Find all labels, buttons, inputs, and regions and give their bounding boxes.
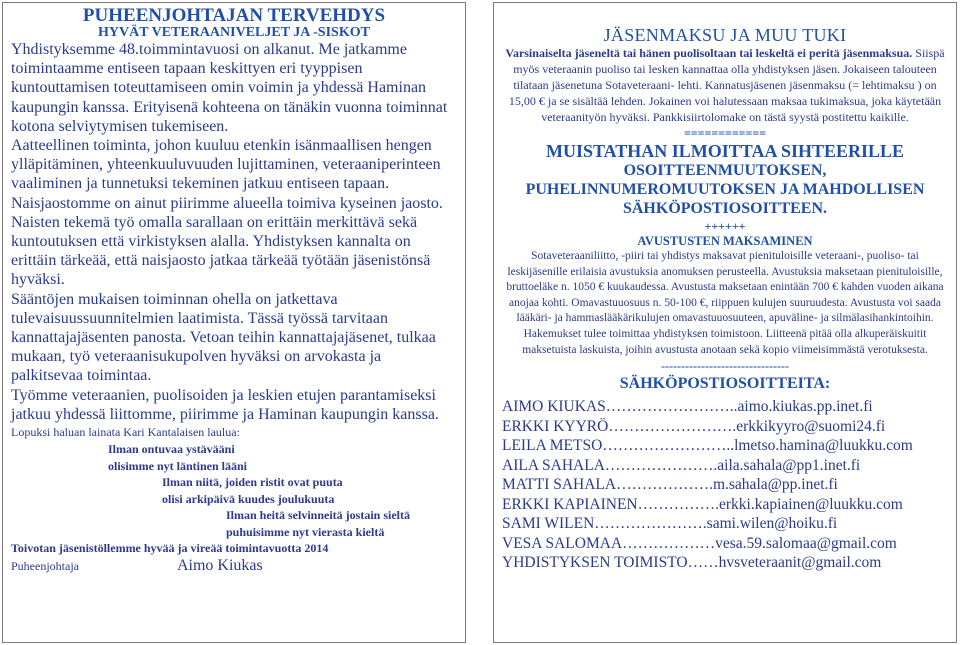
email-dots: ……………. [637, 495, 719, 513]
email-row [502, 475, 948, 495]
email-address: sami.wilen@hoiku.fi [706, 515, 838, 533]
reminder-heading: MUISTATHAN ILMOITTAA SIHTEERILLE [545, 141, 905, 161]
divider: ++++++ [704, 219, 746, 233]
email-row [502, 436, 948, 456]
poem-line: puhuisimme nyt vierasta kieltä [226, 524, 385, 539]
poem [11, 441, 457, 540]
email-name: LEILA METSO [502, 437, 603, 455]
grants-text: Sotaveteraaniliitto, -piiri tai yhdistys maksavat pienituloisille veteraani-, puoliso- tai leskijäsenille erilaisia avustuksia anomuksen perusteella. Avustuksia maksetaan pienituloisille, bruttoeläke n. 1050 € kuukaudessa. Avustusta maksetaan enintään 700 € kahden vuoden aikana anojaa kohti. Omavastuuosuus n. 50-100 €, riippuen kulujen suuruudesta. Avustusta voi saada lääkäri- ja hammaslääkärikulujen omavastuuosuuteen, apuväline- ja silmälasihankintoihin. Hakemukset tulee toimittaa yhdistyksen toimistoon. Liitteenä pitää olla alkuperäiskuitit maksetuista laskuista, joihin avustusta anotaan sekä kopio viimeisimmästä verotuksesta. [506, 250, 944, 356]
membership-title: JÄSENMAKSU JA MUU TUKI [603, 25, 847, 45]
poem-line: Ilman ontuvaa ystävääni [108, 442, 235, 457]
left-column [2, 2, 466, 643]
closing-wish: Toivotan jäsenistöllemme hyvää ja vireää toimintavuotta 2014 [11, 541, 329, 556]
grants-title: AVUSTUSTEN MAKSAMINEN [637, 234, 813, 248]
email-dots: …………………….. [602, 437, 735, 455]
right-column [493, 2, 957, 643]
membership-bold: Varsinaiselta jäseneltä tai hänen puolisoltaan tai leskeltä ei peritä jäsenmaksua. [505, 46, 913, 60]
email-address: lmetso.hamina@luukku.com [734, 437, 913, 455]
reminder-details: OSOITTEENMUUTOKSEN, PUHELINNUMEROMUUTOKSEN JA MAHDOLLISEN SÄHKÖPOSTIOSOITTEEN. [525, 162, 925, 217]
poem-line: olisimme nyt läntinen lääni [108, 458, 248, 473]
greeting-subtitle: HYVÄT VETERAANIVELJET JA -SISKOT [98, 25, 370, 40]
paragraph-4: Sääntöjen mukaisen toiminnan ohella on jatkettava tulevaisuussuunnitelmien laatimista. Tässä työssä tarvitaan kannattajajäsenten panosta. Vetoan teihin kannattajajäsenet, tulkaa mukaan, työ veteraanisukupolven hyväksi on arvokasta ja palkitsevaa toimintaa. [11, 290, 436, 385]
email-address: erkkikyyro@suomi24.fi [736, 417, 886, 435]
email-row [502, 456, 948, 476]
email-dots: ………………. [616, 476, 713, 494]
email-row [502, 397, 948, 417]
email-dots: …… [687, 554, 719, 572]
email-row [502, 514, 948, 534]
signature-name: Aimo Kiukas [176, 556, 263, 574]
email-row [502, 417, 948, 437]
signature [11, 557, 457, 575]
email-name: ERKKI KYYRÖ [502, 417, 609, 435]
paragraph-1: Yhdistyksemme 48.toimmintavuosi on alkanut. Me jatkamme toimintaamme entiseen tapaan keskittyen eri tyyppisen kuntouttamisen toteuttamiseen omin voimin ja yhdessä Haminan kaupungin kanssa. Erityisenä kohteena on tänäkin vuonna toiminnat kotona selviytymisen tukemiseen. [11, 41, 448, 135]
poem-line: Ilman heitä selvinneitä jostain sieltä [226, 508, 411, 523]
email-address: aimo.kiukas.pp.inet.fi [737, 398, 873, 416]
email-name: AILA SAHALA [502, 456, 605, 474]
poem-line: Ilman niitä, joiden ristit ovat puuta [162, 475, 343, 490]
email-name: YHDISTYKSEN TOIMISTO [502, 554, 688, 572]
email-dots: …………………. [604, 456, 718, 474]
email-row [502, 495, 948, 515]
email-dots: …………………….. [605, 398, 738, 416]
signature-role: Puheenjohtaja [11, 558, 79, 573]
email-row [502, 553, 948, 573]
quote-intro: Lopuksi haluan lainata Kari Kantalaisen laulua: [11, 425, 240, 440]
email-dots: …………………. [594, 515, 707, 533]
email-address: hvsveteraanit@gmail.com [718, 554, 882, 572]
email-address: m.sahala@pp.inet.fi [712, 476, 838, 494]
membership-rest: Siispä myös veteraanin puoliso tai lesken kannattaa olla yhdistyksen jäsen. Jokaiseen talouteen tilataan jäsenetuna Sotaveteraani- lehti. Kannatusjäsenen jäsenmaksu (= lehtimaksu ) on 15,00 € ja se sisältää lehden. Jokainen voi halutessaan maksaa tukimaksua, joka käytetään veteraanityön hyväksi. Pankkisiirtolomake on tästä syystä postitettu kaikille. [508, 46, 945, 124]
membership-text [502, 45, 948, 125]
email-name: SAMI WILEN [502, 515, 595, 533]
email-address: vesa.59.salomaa@gmail.com [715, 534, 897, 552]
email-address: erkki.kapiainen@luukku.com [719, 495, 903, 513]
email-name: VESA SALOMAA [502, 534, 623, 552]
poem-line: olisi arkipäivä kuudes joulukuuta [162, 491, 335, 506]
email-dots: ……………………. [608, 417, 737, 435]
paragraph-2: Aatteellinen toiminta, johon kuuluu etenkin isänmaallisen hengen ylläpitäminen, yhteenkuuluvuuden lujittaminen, veteraaniperinteen vaaliminen ja tunnetuksi tekeminen jatkuu entiseen tapaan. [11, 137, 441, 193]
email-name: MATTI SAHALA [502, 476, 617, 494]
paragraph-5: Työmme veteraanien, puolisoiden ja leskien etujen parantamiseksi jatkuu yhdessä liittomme, piirimme ja Haminan kaupungin kanssa. [11, 386, 439, 423]
email-dots: ……………… [622, 534, 716, 552]
divider: ============ [683, 126, 767, 140]
email-name: AIMO KIUKAS [502, 398, 606, 416]
paragraph-3: Naisjaostomme on ainut piirimme alueella toimiva kyseinen jaosto. Naisten tekemä työ omalla sarallaan on erittäin merkittävä sekä kuntoutuksen että virkistyksen alalla. Yhdistyksen kannalta on erittäin tärkeää, että naisjaosto jatkaa tärkeää työtään jäsenistönsä hyväksi. [11, 194, 443, 289]
email-row [502, 534, 948, 554]
email-name: ERKKI KAPIAINEN [502, 495, 638, 513]
page-title: PUHEENJOHTAJAN TERVEHDYS [82, 5, 386, 26]
divider: -------------------------------- [661, 359, 789, 374]
email-list [502, 397, 948, 573]
emails-title: SÄHKÖPOSTIOSOITTEITA: [619, 375, 831, 393]
email-address: aila.sahala@pp1.inet.fi [717, 456, 861, 474]
